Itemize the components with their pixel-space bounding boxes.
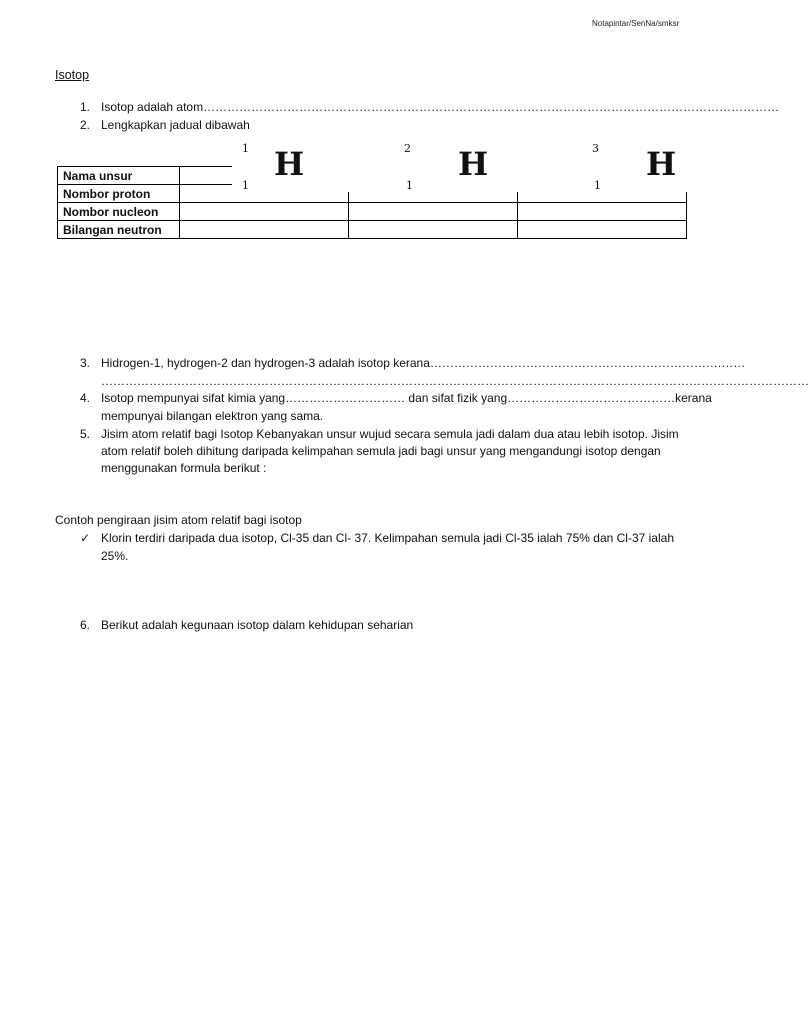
row-label: Nama unsur — [58, 167, 180, 185]
element-symbol: H — [646, 145, 677, 183]
list-item-4 — [0, 390, 768, 430]
mass-number: 3 — [592, 142, 599, 155]
mass-number: 1 — [242, 142, 249, 155]
table-cell[interactable] — [180, 221, 349, 239]
item-text-line: Hidrogen-1, hydrogen-2 dan hydrogen-3 adalah isotop kerana……………………………………………………………….…… — [101, 356, 746, 370]
atomic-number: 1 — [242, 179, 249, 192]
item-number: 6. — [79, 618, 90, 632]
check-icon: ✓ — [80, 531, 91, 545]
mass-number: 2 — [404, 142, 411, 155]
item-number: 3. — [79, 356, 90, 370]
item-number: 2. — [79, 118, 90, 132]
table-cell[interactable] — [180, 203, 349, 221]
item-text-line: mempunyai bilangan elektron yang sama. — [101, 409, 324, 423]
row-label: Nombor proton — [58, 185, 180, 203]
item-text-line: Klorin terdiri daripada dua isotop, Cl-35 dan Cl- 37. Kelimpahan semula jadi Cl-35 ialah 75% dan Cl-37 ialah — [101, 531, 674, 545]
atomic-number: 1 — [406, 179, 413, 192]
element-symbol: H — [274, 145, 305, 183]
item-text-line: atom relatif boleh dihitung daripada kelimpahan semula jadi bagi unsur yang mengandungi isotop dengan — [101, 444, 661, 458]
item-text-line: …………………………………………………………………………………………………………………………………………………………… — [101, 374, 809, 388]
item-number: 5. — [79, 427, 90, 441]
item-text: Berikut adalah kegunaan isotop dalam kehidupan seharian — [101, 618, 414, 632]
table-cell[interactable] — [349, 203, 518, 221]
atomic-number: 1 — [594, 179, 601, 192]
row-label: Nombor nucleon — [58, 203, 180, 221]
isotope-symbols — [232, 142, 708, 192]
item-number: 1. — [79, 100, 90, 114]
item-text-line: Isotop mempunyai sifat kimia yang………………………… dan sifat fizik yang……………………………………kerana — [101, 391, 712, 405]
item-text: Isotop adalah atom……………………………………………………………………………………………………………………………… — [101, 100, 780, 114]
item-text-line: 25%. — [101, 549, 129, 563]
table-row — [58, 221, 687, 239]
item-text-line: Jisim atom relatif bagi Isotop Kebanyakan unsur wujud secara semula jadi dalam dua atau lebih isotop. Jisim — [101, 427, 679, 441]
list-item-5 — [0, 426, 768, 486]
item-text: Lengkapkan jadual dibawah — [101, 118, 250, 132]
table-cell[interactable] — [518, 221, 687, 239]
page-title: Isotop — [55, 68, 90, 82]
header-note: Notapintar/SenNa/smksr — [592, 19, 680, 28]
row-label: Bilangan neutron — [58, 221, 180, 239]
example-heading: Contoh pengiraan jisim atom relatif bagi isotop — [55, 513, 302, 527]
example-item — [0, 530, 768, 570]
element-symbol: H — [458, 145, 489, 183]
item-text-line: menggunakan formula berikut : — [101, 461, 267, 475]
list-item-3 — [0, 355, 809, 395]
table-cell[interactable] — [349, 221, 518, 239]
table-cell[interactable] — [518, 203, 687, 221]
item-number: 4. — [79, 391, 90, 405]
table-row — [58, 203, 687, 221]
